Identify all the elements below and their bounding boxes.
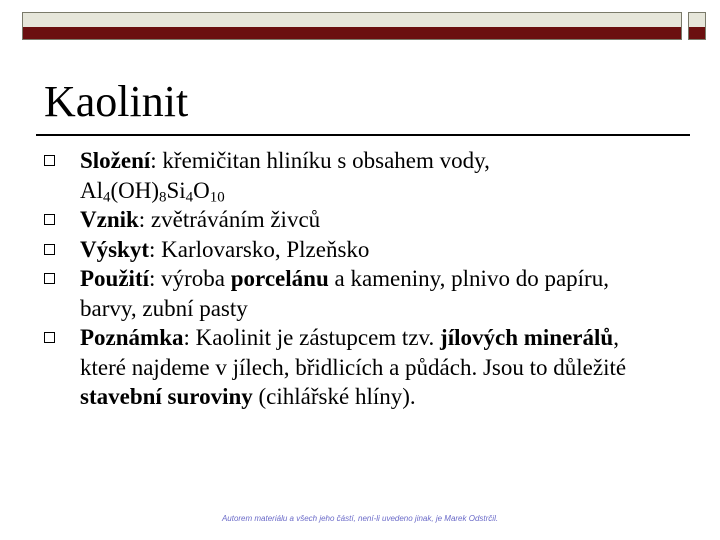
title-divider bbox=[36, 134, 690, 136]
list-item-pouziti bbox=[44, 264, 664, 323]
list-item-poznamka bbox=[44, 323, 664, 412]
item-label: Výskyt bbox=[80, 236, 150, 262]
item-label: Poznámka bbox=[80, 325, 184, 350]
item-bold-text: jílových minerálů bbox=[440, 325, 614, 350]
item-text: : Karlovarsko, Plzeňsko bbox=[149, 236, 370, 262]
list-item-vyskyt bbox=[44, 235, 664, 265]
hollow-square-bullet-icon bbox=[44, 273, 55, 284]
hollow-square-bullet-icon bbox=[44, 244, 55, 255]
chemical-formula: $Al_4(OH)_8Si_4O_{10}$ bbox=[80, 177, 225, 206]
list-item-slozeni bbox=[44, 146, 664, 205]
hollow-square-bullet-icon bbox=[44, 155, 55, 166]
bullet-list bbox=[44, 146, 664, 412]
slide-title: Kaolinit bbox=[44, 77, 189, 126]
footer-credit: Autorem materiálu a všech jeho částí, není-li uvedeno jinak, je Marek Odstrčil. bbox=[221, 514, 499, 523]
list-item-vznik bbox=[44, 205, 664, 235]
item-bold-text: stavební suroviny bbox=[80, 384, 253, 409]
item-label: Použití bbox=[80, 266, 149, 291]
item-text: : výroba bbox=[149, 266, 231, 291]
item-bold-text: porcelánu bbox=[230, 266, 329, 291]
item-text: : Kaolinit je zástupcem tzv. bbox=[183, 325, 441, 350]
hollow-square-bullet-icon bbox=[44, 214, 55, 225]
item-text: a kameniny, plnivo do papíru, barvy, zubní pasty bbox=[80, 266, 609, 321]
top-decorative-square bbox=[688, 12, 706, 40]
item-text: : zvětráváním živců bbox=[138, 207, 321, 232]
item-text: : křemičitan hliníku s obsahem vody, bbox=[150, 148, 490, 173]
item-label: Vznik bbox=[80, 207, 139, 232]
item-text: , které najdeme v jílech, břidlicích a půdách. Jsou to důležité bbox=[80, 325, 627, 380]
item-label: Složení bbox=[80, 148, 151, 173]
hollow-square-bullet-icon bbox=[44, 332, 55, 343]
item-text: (cihlářské hlíny). bbox=[252, 384, 416, 409]
top-decorative-bar bbox=[22, 12, 682, 40]
